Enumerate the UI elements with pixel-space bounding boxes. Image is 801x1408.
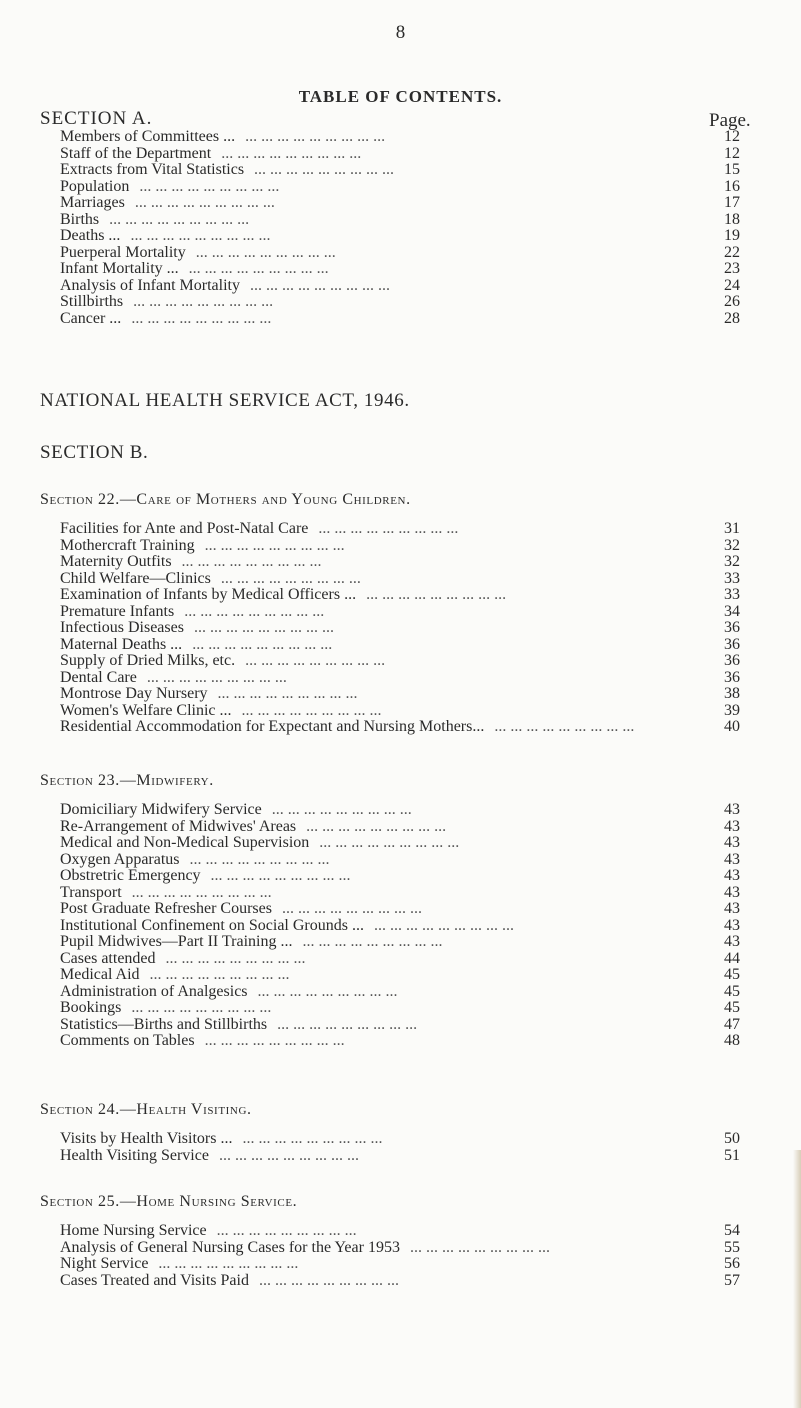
toc-entry-page: 51 [724, 1146, 740, 1164]
toc-entry [60, 261, 740, 278]
toc-entry-title: Cancer ... [60, 309, 122, 327]
toc-entry-page: 55 [724, 1238, 740, 1256]
toc-entry [60, 1273, 740, 1290]
toc-entry-title: Premature Infants [60, 602, 175, 620]
toc-entry-page: 40 [724, 718, 740, 735]
toc-entry-page: 33 [724, 586, 740, 603]
toc-entry [60, 951, 740, 968]
leader-dots [232, 1131, 694, 1148]
toc-entry-title: Home Nursing Service [60, 1222, 207, 1239]
leader-dots [129, 179, 694, 196]
toc-entry-title: Population [60, 177, 130, 195]
toc-entry-page: 17 [724, 194, 740, 211]
toc-entry-title: Cases attended [60, 949, 156, 967]
toc-entry-title: Deaths ... [60, 227, 121, 244]
leader-dots [121, 311, 694, 328]
toc-entry-title: Visits by Health Visitors ... [60, 1130, 233, 1147]
toc-entry-page: 54 [724, 1222, 740, 1239]
toc-entry-title: Administration of Analgesics [60, 982, 248, 1000]
section-24-list [60, 1131, 740, 1164]
leader-dots [484, 719, 694, 736]
leader-dots [211, 146, 694, 163]
toc-entry-page: 43 [724, 900, 740, 917]
toc-entry-title: Obstretric Emergency [60, 867, 201, 884]
toc-entry [60, 538, 740, 555]
toc-entry-page: 43 [724, 916, 740, 934]
toc-entry-title: Analysis of Infant Mortality [60, 276, 240, 294]
toc-entry-title: Institutional Confinement on Social Grounds ... [60, 916, 364, 934]
toc-entry [60, 835, 740, 852]
leader-dots [232, 703, 694, 720]
toc-entry [60, 670, 740, 687]
toc-entry-title: Maternal Deaths ... [60, 635, 183, 653]
leader-dots [137, 670, 694, 687]
toc-entry-title: Re-Arrangement of Midwives' Areas [60, 817, 297, 835]
toc-entry [60, 934, 740, 951]
toc-entry-title: Facilities for Ante and Post-Natal Care [60, 520, 309, 537]
toc-entry [60, 637, 740, 654]
leader-dots [186, 245, 694, 262]
leader-dots [121, 1000, 694, 1017]
toc-entry-page: 45 [724, 999, 740, 1016]
toc-entry [60, 228, 740, 245]
toc-entry [60, 571, 740, 588]
leader-dots [400, 1240, 694, 1257]
toc-entry-page: 26 [724, 293, 740, 310]
toc-entry [60, 1148, 740, 1165]
toc-entry-title: Statistics—Births and Stillbirths [60, 1015, 268, 1033]
section-23-list [60, 802, 740, 1050]
toc-entry-page: 45 [724, 966, 740, 983]
toc-entry-page: 12 [724, 144, 740, 162]
section-22-list [60, 521, 740, 736]
toc-entry-title: Medical and Non-Medical Supervision [60, 834, 310, 851]
toc-entry-title: Cases Treated and Visits Paid [60, 1271, 249, 1289]
toc-entry [60, 1223, 740, 1240]
toc-entry-page: 16 [724, 177, 740, 195]
toc-entry-title: Analysis of General Nursing Cases for the Year 1953 [60, 1238, 400, 1256]
toc-entry-title: Births [60, 210, 100, 228]
leader-dots [99, 212, 694, 229]
section-25-heading [40, 1193, 297, 1211]
toc-entry-page: 57 [724, 1271, 740, 1289]
leader-dots [262, 802, 694, 819]
leader-dots [235, 129, 694, 146]
section-22-heading [40, 491, 411, 509]
toc-entry-page: 36 [724, 619, 740, 636]
toc-entry-title: Domiciliary Midwifery Service [60, 801, 262, 818]
toc-entry [60, 179, 740, 196]
leader-dots [272, 901, 694, 918]
toc-entry-page: 36 [724, 652, 740, 669]
toc-entry-page: 43 [724, 883, 740, 901]
leader-dots [148, 1256, 694, 1273]
toc-entry-page: 43 [724, 850, 740, 868]
toc-entry-page: 22 [724, 243, 740, 261]
toc-entry [60, 686, 740, 703]
toc-entry-title: Puerperal Mortality [60, 243, 186, 261]
toc-entry [60, 554, 740, 571]
leader-dots [208, 686, 694, 703]
leader-dots [267, 1017, 694, 1034]
leader-dots [248, 984, 694, 1001]
toc-entry [60, 868, 740, 885]
leader-dots [120, 228, 694, 245]
toc-entry [60, 294, 740, 311]
toc-entry-page: 23 [724, 260, 740, 277]
toc-entry-title: Mothercraft Training [60, 536, 195, 554]
toc-entry-title: Comments on Tables [60, 1032, 195, 1049]
toc-entry-page: 43 [724, 834, 740, 851]
leader-dots [308, 521, 694, 538]
toc-entry [60, 901, 740, 918]
toc-entry [60, 703, 740, 720]
leader-dots [182, 637, 694, 654]
leader-dots [209, 1148, 694, 1165]
toc-entry-page: 32 [724, 536, 740, 554]
toc-entry-title: Stillbirths [60, 293, 124, 310]
leader-dots [292, 934, 694, 951]
toc-entry [60, 521, 740, 538]
toc-entry-title: Health Visiting Service [60, 1146, 209, 1164]
section-25-heading-text: Section 25.—Home Nursing Service. [40, 1193, 298, 1210]
page-title: TABLE OF CONTENTS. [298, 87, 503, 106]
leader-dots [140, 967, 694, 984]
toc-entry-page: 19 [724, 227, 740, 244]
toc-entry [60, 984, 740, 1001]
leader-dots [184, 620, 694, 637]
leader-dots [123, 294, 694, 311]
leader-dots [235, 653, 694, 670]
toc-entry-title: Bookings [60, 999, 122, 1016]
section-24-heading-text: Section 24.—Health Visiting. [40, 1101, 252, 1118]
toc-entry-page: 15 [724, 161, 740, 178]
toc-entry-page: 47 [724, 1015, 740, 1033]
leader-dots [356, 587, 694, 604]
toc-entry-page: 50 [724, 1130, 740, 1147]
leader-dots [179, 261, 694, 278]
leader-dots [364, 918, 694, 935]
toc-entry-page: 28 [724, 309, 740, 327]
toc-entry-title: Medical Aid [60, 966, 140, 983]
toc-entry-page: 48 [724, 1032, 740, 1049]
toc-entry-page: 39 [724, 701, 740, 719]
toc-entry [60, 1017, 740, 1034]
section-a-heading: SECTION A. [40, 108, 153, 129]
toc-entry [60, 245, 740, 262]
toc-entry [60, 620, 740, 637]
toc-entry [60, 1033, 740, 1050]
toc-entry [60, 604, 740, 621]
leader-dots [244, 162, 694, 179]
leader-dots [195, 1033, 694, 1050]
section-23-heading-text: Section 23.—Midwifery. [40, 772, 214, 789]
toc-entry-page: 36 [724, 668, 740, 686]
toc-entry [60, 129, 740, 146]
leader-dots [156, 951, 694, 968]
toc-entry-page: 12 [724, 128, 740, 145]
toc-entry [60, 146, 740, 163]
leader-dots [309, 835, 694, 852]
toc-entry-title: Infectious Diseases [60, 619, 184, 636]
toc-entry-page: 43 [724, 801, 740, 818]
toc-entry-page: 24 [724, 276, 740, 294]
toc-entry [60, 918, 740, 935]
leader-dots [125, 195, 694, 212]
page-column-label: Page. [709, 110, 751, 131]
toc-entry-page: 18 [724, 210, 740, 228]
toc-entry-title: Montrose Day Nursery [60, 685, 208, 702]
toc-entry-title: Child Welfare—Clinics [60, 569, 211, 587]
toc-entry-page: 36 [724, 635, 740, 653]
leader-dots [207, 1223, 694, 1240]
toc-entry [60, 1256, 740, 1273]
toc-entry-page: 34 [724, 602, 740, 620]
toc-entry [60, 719, 740, 736]
section-b-heading: SECTION B. [40, 442, 149, 463]
leader-dots [249, 1273, 694, 1290]
toc-entry-title: Dental Care [60, 668, 137, 686]
toc-entry [60, 653, 740, 670]
toc-entry-title: Pupil Midwives—Part II Training ... [60, 933, 293, 950]
leader-dots [195, 538, 694, 555]
toc-entry [60, 212, 740, 229]
toc-entry [60, 1240, 740, 1257]
toc-entry-page: 56 [724, 1255, 740, 1272]
toc-entry-title: Infant Mortality ... [60, 260, 179, 277]
toc-entry-title: Women's Welfare Clinic ... [60, 701, 232, 719]
toc-entry-page: 43 [724, 867, 740, 884]
toc-entry [60, 852, 740, 869]
section-24-heading [40, 1101, 252, 1119]
leader-dots [174, 604, 694, 621]
page-edge-shadow [793, 1150, 801, 1408]
toc-entry [60, 278, 740, 295]
toc-entry-page: 38 [724, 685, 740, 702]
toc-entry [60, 802, 740, 819]
act-heading: NATIONAL HEALTH SERVICE ACT, 1946. [40, 390, 410, 411]
leader-dots [180, 852, 694, 869]
toc-entry-page: 45 [724, 982, 740, 1000]
toc-entry-title: Staff of the Department [60, 144, 212, 162]
toc-entry [60, 819, 740, 836]
toc-entry-page: 43 [724, 933, 740, 950]
section-a-list [60, 129, 740, 327]
toc-entry-title: Members of Committees ... [60, 128, 236, 145]
page-number: 8 [395, 22, 406, 43]
toc-entry [60, 311, 740, 328]
toc-entry-title: Night Service [60, 1255, 149, 1272]
toc-entry-page: 31 [724, 520, 740, 537]
leader-dots [172, 554, 694, 571]
leader-dots [201, 868, 694, 885]
toc-entry-title: Supply of Dried Milks, etc. [60, 652, 236, 669]
leader-dots [122, 885, 694, 902]
toc-entry-page: 33 [724, 569, 740, 587]
toc-entry [60, 1000, 740, 1017]
toc-entry [60, 967, 740, 984]
leader-dots [296, 819, 694, 836]
toc-entry-title: Transport [60, 883, 122, 901]
toc-entry [60, 162, 740, 179]
toc-entry-title: Residential Accommodation for Expectant and Nursing Mothers... [60, 718, 485, 735]
section-25-list [60, 1223, 740, 1289]
toc-entry-title: Examination of Infants by Medical Officers ... [60, 586, 357, 603]
leader-dots [211, 571, 694, 588]
toc-entry [60, 587, 740, 604]
toc-entry-title: Post Graduate Refresher Courses [60, 900, 272, 917]
toc-entry [60, 885, 740, 902]
toc-entry-title: Oxygen Apparatus [60, 850, 180, 868]
toc-entry-title: Maternity Outfits [60, 553, 172, 570]
leader-dots [240, 278, 694, 295]
section-22-heading-text: Section 22.—Care of Mothers and Young Children. [40, 491, 411, 508]
toc-entry-title: Extracts from Vital Statistics [60, 161, 245, 178]
toc-entry-page: 43 [724, 817, 740, 835]
toc-entry-page: 32 [724, 553, 740, 570]
toc-entry [60, 1131, 740, 1148]
section-23-heading [40, 772, 214, 790]
toc-entry-title: Marriages [60, 194, 125, 211]
toc-entry-page: 44 [724, 949, 740, 967]
toc-entry [60, 195, 740, 212]
